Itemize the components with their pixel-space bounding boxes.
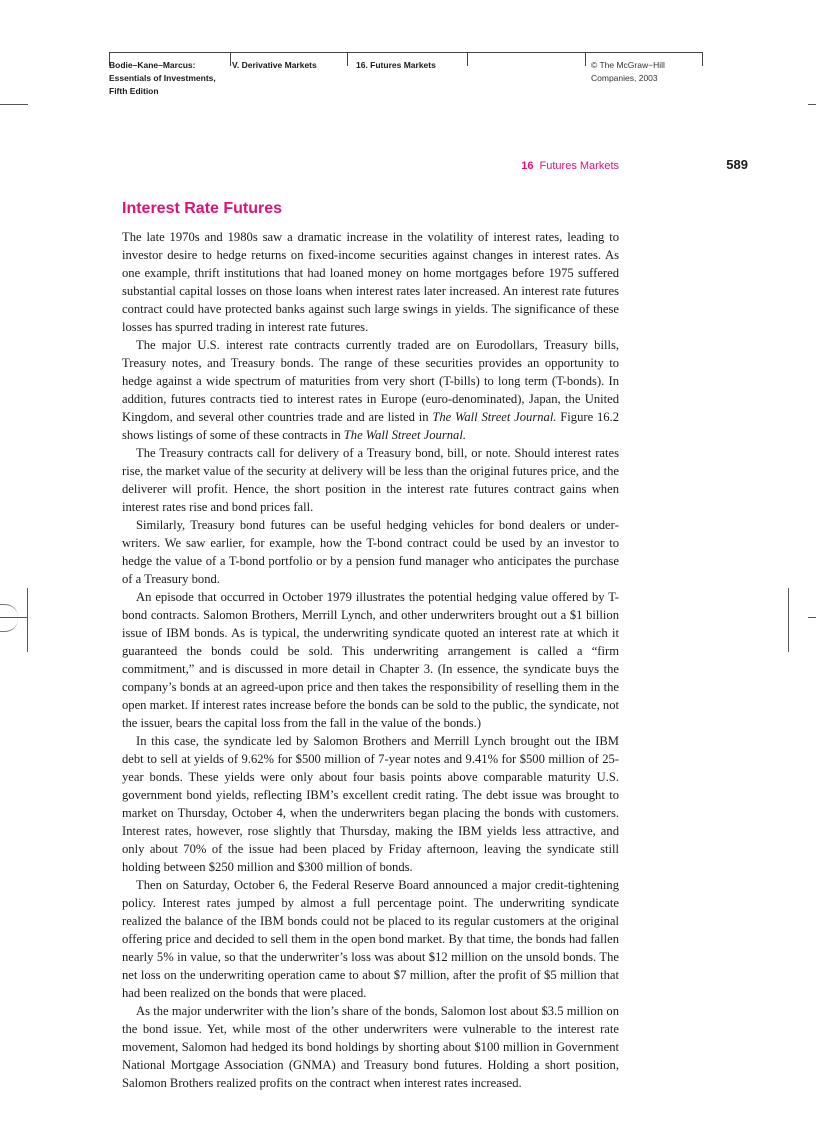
header-book-title: Essentials of Investments, (109, 73, 216, 83)
paragraph: Then on Saturday, October 6, the Federal Reserve Board announced a major credit-tightening policy. Interest rates jumped by almost a full percentage point. The underwriting syndicate realized the balance of the IBM bonds could not be placed to its regular customers at the original offering price and decided to sell them in the open bond market. By that time, the bonds had fallen nearly 5% in value, so that the underwriter’s loss was about $12 million on the unsold bonds. The net loss on the underwriting operation came to about $7 million, after the profit of $5 million that had been realized on the bonds that were placed. (122, 878, 619, 1000)
paragraph: An episode that occurred in October 1979 illustrates the potential hedging value offered by T-bond contracts. Salomon Brothers, Merrill Lynch, and other underwriters brought out a $1 billion issue of IBM bonds. As is typical, the underwriting syndicate quoted an interest rate at which it guaranteed the bonds could be sold. This underwriting arrangement is called a “firm commitment,” and is discussed in more detail in Chapter 3. (In essence, the syndicate buys the company’s bonds at an agreed-upon price and then takes the responsibility of reselling them in the open market. If interest rates increase before the bonds can be sold to the public, the syndicate, not the issuer, bears the capital loss from the fall in the value of the bonds.) (122, 590, 619, 730)
header-divider (467, 52, 468, 66)
crop-mark (808, 104, 816, 105)
paragraph: The major U.S. interest rate contracts currently traded are on Eurodollars, Treasury bills, Treasury notes, and Treasury bonds. The range of these securities provides an opportunity to hedge against a wide spectrum of maturities from very short (T-bills) to long term (T-bonds). In addition, futures contracts tied to interest rates in Europe (euro-denominated), Japan, the United Kingdom, and several other countries trade and are listed in The Wall Street Journal. Figure 16.2 shows listings of some of these contracts in The Wall Street Journal. (122, 338, 620, 442)
paragraph: Similarly, Treasury bond futures can be useful hedging vehicles for bond dealers or underwriters. We saw earlier, for example, how the T-bond contract could be used by an investor to hedge the value of a T-bond portfolio or by a pension fund manager who anticipates the purchase of a Treasury bond. (122, 518, 619, 586)
header-chapter: 16. Futures Markets (356, 60, 436, 70)
paragraph: The Treasury contracts call for delivery of a Treasury bond, bill, or note. Should interest rates rise, the market value of the security at delivery will be less than the original futures price, and the deliverer will profit. Hence, the short position in the interest rate futures contract gains when interest rates rise and bond prices fall. (122, 446, 619, 514)
body-text (122, 228, 619, 1092)
header-rule (109, 52, 703, 53)
header-divider (347, 52, 348, 66)
section-title: Interest Rate Futures (122, 200, 283, 217)
running-head-chapter-title: Futures Markets (539, 160, 619, 172)
crop-mark (808, 617, 816, 618)
paragraph: In this case, the syndicate led by Salomon Brothers and Merrill Lynch brought out the IBM debt to sell at yields of 9.62% for $500 million of 7-year notes and 9.41% for $500 million of 25-year bonds. These yields were only about four basis points above comparable maturity U.S. government bond yields, reflecting IBM’s excellent credit rating. The debt issue was brought to market on Thursday, October 4, when the underwriters began placing the bonds with customers. Interest rates, however, rose slightly that Thursday, making the IBM yields less attractive, and only about 70% of the issue had been placed by Friday afternoon, leaving the syndicate still holding between $250 million and $300 million of bonds. (122, 734, 619, 874)
header-authors: Bodie–Kane–Marcus: (109, 60, 196, 70)
header-book-info (109, 59, 216, 98)
running-head (440, 160, 619, 172)
header-copyright-line1: © The McGraw−Hill (591, 60, 665, 70)
header-part: V. Derivative Markets (232, 60, 317, 70)
citation-italic: The Wall Street Journal. (432, 410, 557, 424)
crop-mark (0, 104, 28, 105)
paragraph: The late 1970s and 1980s saw a dramatic increase in the volatility of interest rates, leading to investor desire to hedge returns on fixed-income securities against changes in interest rates. As one example, thrift institutions that had loaned money on home mortgages before 1975 suffered substantial capital losses on those loans when interest rates later increased. An interest rate futures contract could have protected banks against such large swings in yields. The significance of these losses has spurred trading in interest rate futures. (122, 230, 619, 334)
header-copyright-line2: Companies, 2003 (591, 73, 658, 83)
citation-italic: The Wall Street Journal. (343, 428, 466, 442)
header-divider (230, 52, 231, 66)
registration-mark (0, 604, 18, 632)
crop-mark (788, 588, 789, 652)
header-divider (585, 52, 586, 66)
crop-mark (27, 588, 28, 652)
book-header (109, 52, 703, 102)
page-number: 589 (726, 157, 748, 172)
running-head-chapter-number: 16 (521, 160, 534, 172)
paragraph: As the major underwriter with the lion’s share of the bonds, Salomon lost about $3.5 million on the bond issue. Yet, while most of the other underwriters were vulnerable to the interest rate movement, Salomon had hedged its bond holdings by shorting about $100 million in Government National Mortgage Association (GNMA) and Treasury bond futures. Holding a short position, Salomon Brothers realized profits on the contract when interest rates increased. (122, 1004, 619, 1090)
header-divider (702, 52, 703, 66)
header-edition: Fifth Edition (109, 86, 159, 96)
header-copyright (591, 59, 665, 85)
